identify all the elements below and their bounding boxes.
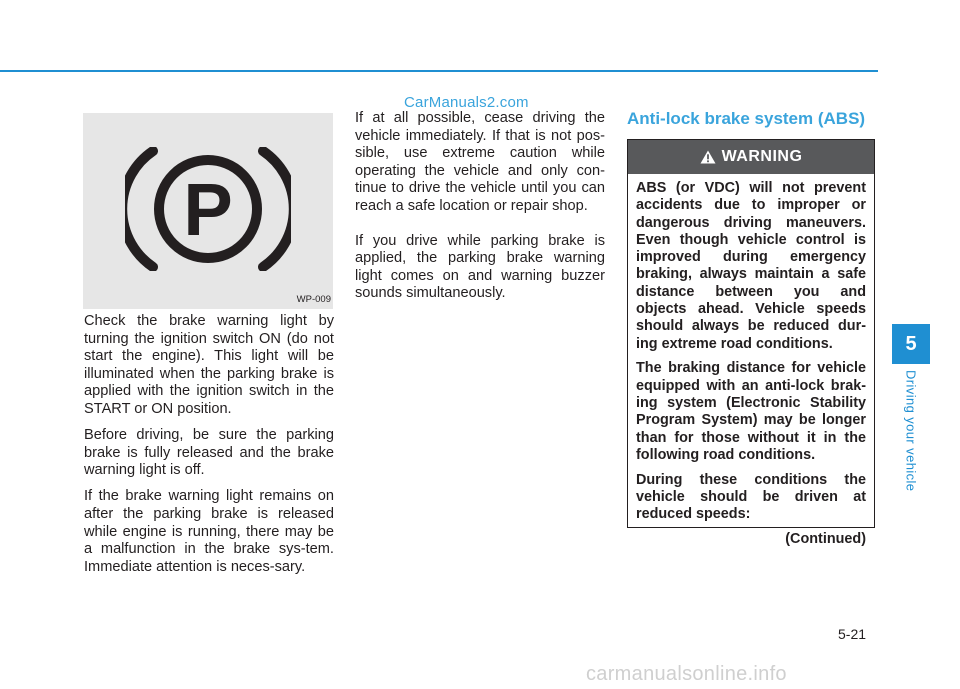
warning-paragraph: During these conditions the vehicle should be driven at reduced speeds: [636, 471, 866, 523]
section-heading: Anti-lock brake system (ABS) [627, 109, 866, 128]
parking-brake-symbol: P [183, 168, 233, 251]
figure-code: WP-009 [296, 294, 331, 305]
warning-paragraph: ABS (or VDC) will not prevent accidents due to improper or dangerous driving maneuvers. Even though vehicle control is improved during emergency braking, always maintain a safe distance between you and objects ahead. Vehicle speeds should always be reduced dur-ing extreme road conditions. [636, 180, 866, 352]
paragraph: If at all possible, cease driving the vehicle immediately. If that is not pos-sible, use extreme caution while operating the vehicle and only con-tinue to drive the vehicle until you can reach a safe location or repair shop. [355, 110, 605, 214]
warning-header [628, 140, 874, 174]
header-rule [0, 70, 878, 72]
text-column-1 [84, 313, 334, 585]
warning-box [627, 139, 875, 548]
warning-title: WARNING [721, 148, 803, 165]
paragraph: If you drive while parking brake is applied, the parking brake warning light comes on and warning buzzer sounds simultaneously. [355, 232, 605, 302]
paragraph: If the brake warning light remains on after the parking brake is released while engine is running, there may be a malfunction in the brake sys-tem. Immediate attention is neces-sary. [84, 488, 334, 575]
warning-body [628, 174, 874, 548]
chapter-title: Driving your vehicle [903, 370, 919, 492]
parking-brake-figure [83, 113, 333, 309]
watermark-top[interactable]: CarManuals2.com [404, 94, 529, 111]
text-column-2 [355, 110, 605, 320]
warning-triangle-icon [700, 150, 716, 164]
page-number: 5-21 [838, 626, 867, 642]
warning-paragraph: The braking distance for vehicle equipped with an anti-lock brak-ing system (Electronic Stability Program System) may be longer than for those without it in the following road conditions. [636, 360, 866, 463]
paragraph: Check the brake warning light by turning the ignition switch ON (do not start the engine). This light will be illuminated when the parking brake is applied with the ignition switch in the START or ON position. [84, 313, 334, 417]
chapter-tab: 5 [892, 324, 930, 364]
watermark-bottom[interactable]: carmanualsonline.info [586, 663, 787, 685]
parking-brake-warning-icon [125, 147, 291, 271]
paragraph: Before driving, be sure the parking brake is fully released and the brake warning light is off. [84, 427, 334, 479]
continued-label: (Continued) [785, 531, 866, 548]
